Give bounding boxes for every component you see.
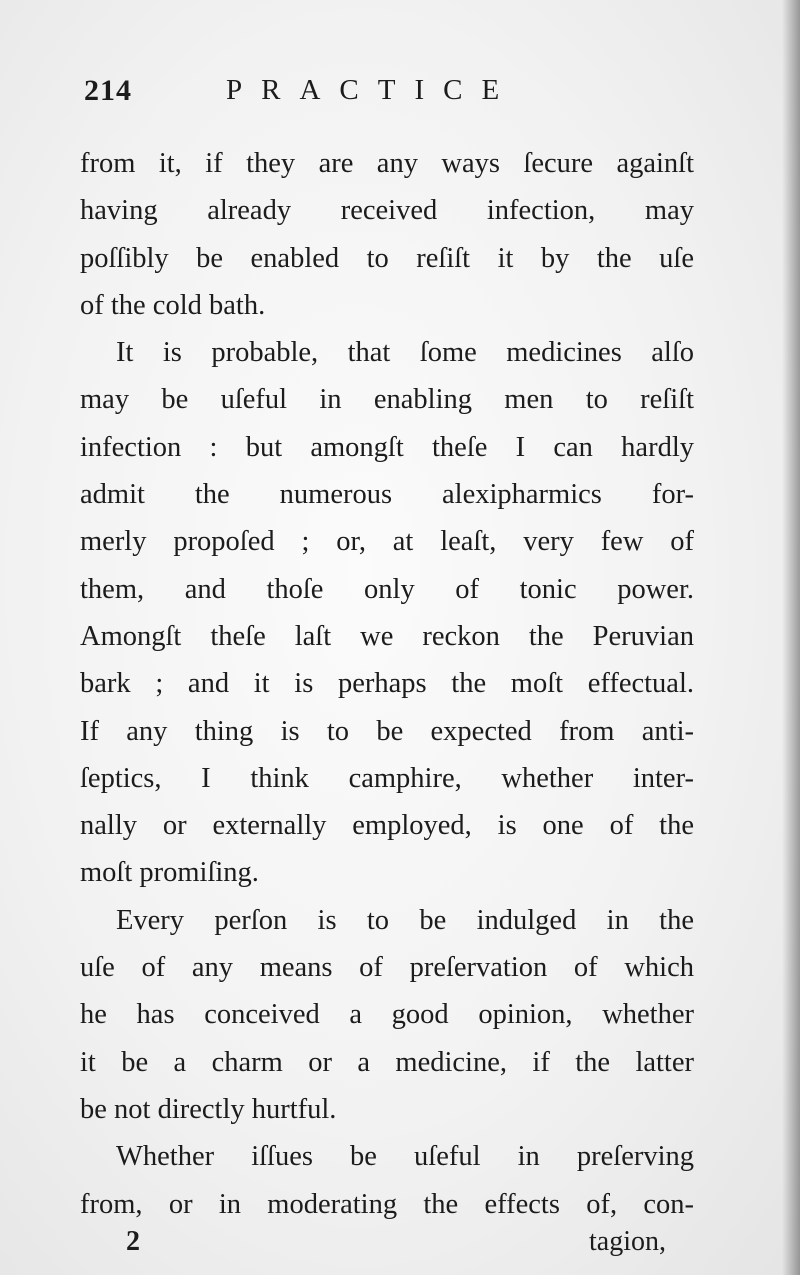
text-line: nally or externally employed, is one of the (80, 810, 694, 842)
text-line: having already received infection, may (80, 195, 694, 227)
body-text (80, 140, 694, 1228)
text-line: Amongſt theſe laſt we reckon the Peruvian (80, 620, 694, 652)
text-line: uſe of any means of preſervation of which (80, 952, 694, 984)
text-line: he has conceived a good opinion, whether (80, 999, 694, 1031)
text-line: from it, if they are any ways ſecure againſt (80, 148, 694, 179)
text-line: it be a charm or a medicine, if the latter (80, 1046, 694, 1078)
text-line: them, and thoſe only of tonic power. (80, 573, 694, 605)
text-line: If any thing is to be expected from anti- (80, 715, 694, 747)
running-head: PRACTICE (226, 74, 519, 106)
text-line: ſeptics, I think camphire, whether inter- (80, 762, 694, 794)
catchword: tagion, (589, 1226, 666, 1257)
text-line: merly propoſed ; or, at leaſt, very few of (80, 526, 694, 558)
text-line: may be uſeful in enabling men to reſiſt (80, 384, 694, 416)
signature-mark: 2 (126, 1226, 140, 1257)
text-line: Every perſon is to be indulged in the (116, 904, 694, 936)
page-number: 214 (84, 74, 132, 107)
text-line: Whether iſſues be uſeful in preſerving (116, 1141, 694, 1173)
text-line: admit the numerous alexipharmics for- (80, 479, 694, 511)
text-line: from, or in moderating the effects of, con- (80, 1188, 694, 1220)
text-line: bark ; and it is perhaps the moſt effectual. (80, 668, 694, 700)
text-line: of the cold bath. (80, 289, 266, 321)
text-line: It is probable, that ſome medicines alſo (116, 337, 694, 369)
text-line: poſſibly be enabled to reſiſt it by the uſe (80, 242, 694, 274)
text-line: be not directly hurtful. (80, 1093, 337, 1125)
page-header (84, 74, 704, 114)
page-footer (80, 1226, 694, 1266)
text-line: infection : but amongſt theſe I can hardly (80, 431, 694, 463)
text-line: moſt promiſing. (80, 857, 259, 889)
